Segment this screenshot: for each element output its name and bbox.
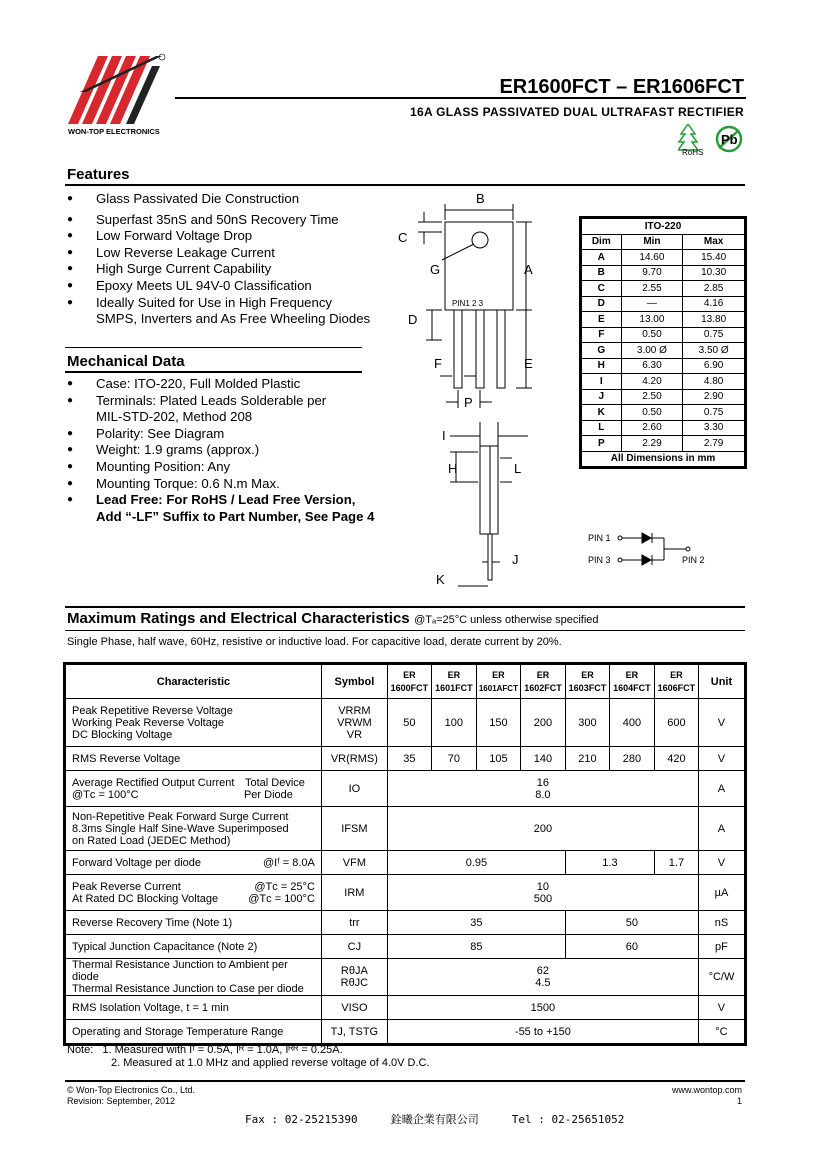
svg-text:PIN 3: PIN 3 (588, 555, 611, 565)
table-header: Symbol (321, 665, 387, 699)
table-header: ER 1603FCT (565, 665, 609, 699)
fax-tel-line: Fax : 02-25215390 銓曦企業有限公司 Tel : 02-25651052 (245, 1113, 625, 1126)
ratings-note: Single Phase, half wave, 60Hz, resistive or inductive load. For capacitive load, derate current by 20%. (67, 636, 562, 648)
table-header: Dim (582, 234, 622, 250)
list-item: ● Lead Free: For RoHS / Lead Free Version, (67, 492, 374, 509)
table-header: Min (621, 234, 683, 250)
mechanical-list (67, 376, 374, 525)
list-item: ● Polarity: See Diagram (67, 426, 374, 443)
table-cell: 3.30 (683, 420, 745, 436)
website-link[interactable]: www.wontop.com (671, 1085, 742, 1095)
list-item-continuation: Add “-LF” Suffix to Part Number, See Page 4 (96, 508, 375, 524)
table-cell: 2.90 (683, 389, 745, 405)
table-row: Operating and Storage Temperature Range TJ, TSTG -55 to +150 °C (66, 1020, 745, 1044)
ratings-heading: Maximum Ratings and Electrical Characteristics (67, 610, 410, 627)
table-row: Thermal Resistance Junction to Ambient per diode Thermal Resistance Junction to Case per diode RθJA RθJC 62 4.5 °C/W (66, 959, 745, 996)
table-row (582, 343, 745, 359)
svg-text:D: D (408, 312, 418, 327)
ratings-condition: @Tₐ=25°C unless otherwise specified (414, 614, 599, 626)
table-header: Unit (698, 665, 744, 699)
table-cell: 15.40 (683, 250, 745, 266)
table-header: ER 1600FCT (387, 665, 431, 699)
note-1: 1. Measured with Iᶠ = 0.5A, Iᴿ = 1.0A, Iᴿᴿ = 0.25A. (102, 1044, 343, 1056)
table-row (582, 250, 745, 266)
table-cell: 10.30 (683, 265, 745, 281)
table-header: Max (683, 234, 745, 250)
features-heading: Features (67, 166, 130, 183)
svg-text:RoHS: RoHS (682, 148, 704, 156)
dimensions-footer: All Dimensions in mm (582, 451, 745, 467)
list-item: ● High Surge Current Capability (67, 261, 370, 278)
list-item-continuation: MIL-STD-202, Method 208 (96, 409, 253, 425)
table-cell: 2.79 (683, 436, 745, 452)
svg-text:Pb: Pb (721, 132, 738, 147)
list-item: ● Ideally Suited for Use in High Frequency (67, 295, 370, 312)
svg-text:L: L (514, 461, 522, 476)
table-cell: J (582, 389, 622, 405)
svg-text:K: K (436, 572, 445, 587)
table-cell: P (582, 436, 622, 452)
page-subtitle: 16A GLASS PASSIVATED DUAL ULTRAFAST RECTIFIER (410, 105, 744, 119)
footer-left (67, 1085, 195, 1107)
svg-text:F: F (434, 356, 442, 371)
svg-text:C: C (398, 230, 408, 245)
table-row (582, 420, 745, 436)
table-cell: A (582, 250, 622, 266)
svg-text:J: J (512, 552, 519, 567)
table-cell: 2.50 (621, 389, 683, 405)
list-item: ● Low Forward Voltage Drop (67, 228, 370, 245)
notes-block (67, 1044, 430, 1070)
table-cell: 6.90 (683, 358, 745, 374)
table-header: ER 1606FCT (654, 665, 698, 699)
table-cell: 14.60 (621, 250, 683, 266)
list-item: ● Superfast 35nS and 50nS Recovery Time (67, 212, 370, 229)
package-outline-diagram (390, 190, 560, 590)
table-cell: 2.85 (683, 281, 745, 297)
table-row (582, 405, 745, 421)
notes-label: Note: (67, 1044, 94, 1056)
svg-text:PIN 2: PIN 2 (682, 555, 705, 565)
list-item: ● Epoxy Meets UL 94V-0 Classification (67, 278, 370, 295)
dimensions-title: ITO-220 (582, 219, 745, 235)
list-item: ● Terminals: Plated Leads Solderable per (67, 393, 374, 410)
table-header: Characteristic (66, 665, 322, 699)
table-row: RMS Isolation Voltage, t = 1 min VISO 1500 V (66, 996, 745, 1020)
table-row (582, 358, 745, 374)
mechanical-heading: Mechanical Data (67, 353, 185, 370)
table-row (582, 436, 745, 452)
table-row: Forward Voltage per diode @Iᶠ = 8.0A VFM 0.95 1.3 1.7 V (66, 851, 745, 875)
table-row (582, 389, 745, 405)
table-cell: 6.30 (621, 358, 683, 374)
table-header: ER 1602FCT (520, 665, 565, 699)
svg-text:P: P (464, 395, 473, 410)
table-cell: C (582, 281, 622, 297)
svg-text:H: H (448, 461, 458, 476)
table-header: ER 1604FCT (609, 665, 654, 699)
list-item: ● Weight: 1.9 grams (approx.) (67, 442, 374, 459)
table-cell: 13.00 (621, 312, 683, 328)
svg-text:I: I (442, 428, 446, 443)
table-row (582, 265, 745, 281)
table-row: Non-Repetitive Peak Forward Surge Current 8.3ms Single Half Sine-Wave Superimposed on Rated Load (JEDEC Method) IFSM 200 A (66, 807, 745, 851)
svg-text:G: G (430, 262, 441, 277)
table-cell: 0.75 (683, 327, 745, 343)
rohs-icon (678, 124, 708, 156)
table-cell: K (582, 405, 622, 421)
table-cell: 2.55 (621, 281, 683, 297)
ratings-heading-block (67, 610, 599, 628)
table-row: Reverse Recovery Time (Note 1) trr 35 50 nS (66, 911, 745, 935)
table-row (582, 327, 745, 343)
company-logo (66, 52, 166, 126)
table-cell: H (582, 358, 622, 374)
table-cell: 2.60 (621, 420, 683, 436)
table-cell: E (582, 312, 622, 328)
pin-schematic (588, 528, 718, 568)
page-number: 1 (736, 1096, 742, 1106)
features-list (67, 191, 370, 328)
table-row: Peak Reverse Current @Tᴄ = 25°C At Rated DC Blocking Voltage @Tᴄ = 100°C IRM 10 500 µA (66, 875, 745, 911)
table-row (582, 374, 745, 390)
table-cell: D (582, 296, 622, 312)
table-cell: 2.29 (621, 436, 683, 452)
table-cell: 3.00 Ø (621, 343, 683, 359)
table-row: RMS Reverse Voltage VR(RMS) 35 70 105 140 210 280 420 V (66, 747, 745, 771)
note-2: 2. Measured at 1.0 MHz and applied reverse voltage of 4.0V D.C. (111, 1057, 430, 1069)
table-cell: 3.50 Ø (683, 343, 745, 359)
footer-right (672, 1085, 742, 1107)
table-cell: 0.75 (683, 405, 745, 421)
svg-text:PIN1 2 3: PIN1 2 3 (452, 299, 484, 308)
table-cell: 4.20 (621, 374, 683, 390)
svg-text:PIN 1: PIN 1 (588, 533, 611, 543)
table-cell: B (582, 265, 622, 281)
brand-name: WON-TOP ELECTRONICS (68, 127, 160, 136)
svg-text:E: E (524, 356, 533, 371)
table-cell: I (582, 374, 622, 390)
table-row (582, 312, 745, 328)
table-cell: 9.70 (621, 265, 683, 281)
table-header: ER 1601AFCT (476, 665, 520, 699)
list-item: ● Case: ITO-220, Full Molded Plastic (67, 376, 374, 393)
svg-text:A: A (524, 262, 533, 277)
list-item-continuation: SMPS, Inverters and As Free Wheeling Diodes (96, 311, 371, 327)
table-cell: 0.50 (621, 405, 683, 421)
svg-text:B: B (476, 191, 485, 206)
table-cell: 4.16 (683, 296, 745, 312)
pb-free-icon (713, 125, 745, 153)
table-cell: 0.50 (621, 327, 683, 343)
table-cell: 13.80 (683, 312, 745, 328)
list-item: ● Mounting Torque: 0.6 N.m Max. (67, 476, 374, 493)
table-cell: 4.80 (683, 374, 745, 390)
table-row (582, 296, 745, 312)
table-row: Peak Repetitive Reverse Voltage Working Peak Reverse Voltage DC Blocking Voltage VRRM VRWM VR 50 100 150 200 300 400 600 V (66, 699, 745, 747)
list-item: ● Low Reverse Leakage Current (67, 245, 370, 262)
dimensions-table (581, 218, 745, 467)
table-cell: L (582, 420, 622, 436)
page-title: ER1600FCT – ER1606FCT (499, 76, 744, 98)
revision: Revision: September, 2012 (67, 1096, 176, 1106)
ratings-table (65, 664, 745, 1044)
table-cell: — (621, 296, 683, 312)
table-row: Average Rectified Output Current Total Device @Tᴄ = 100°C Per Diode IO 16 8.0 A (66, 771, 745, 807)
copyright: © Won-Top Electronics Co., Ltd. (67, 1085, 196, 1095)
list-item: ● Mounting Position: Any (67, 459, 374, 476)
table-row (582, 281, 745, 297)
table-cell: G (582, 343, 622, 359)
table-row: Typical Junction Capacitance (Note 2) CJ 85 60 pF (66, 935, 745, 959)
list-item: ● Glass Passivated Die Construction (67, 191, 370, 208)
table-header: ER 1601FCT (431, 665, 476, 699)
table-cell: F (582, 327, 622, 343)
